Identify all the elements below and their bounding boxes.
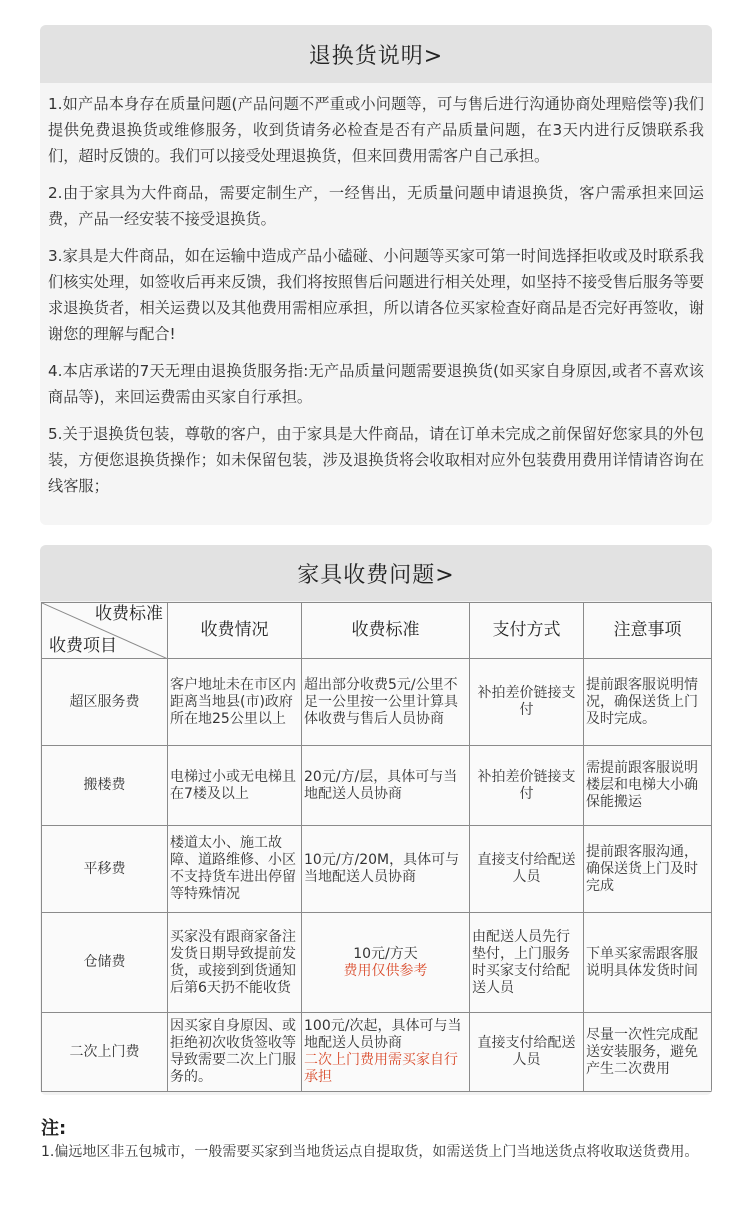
note-text: 1.偏远地区非五包城市，一般需要买家到当地货运点自提取货，如需送货上门当地送货点将收取送货费用。 <box>41 1144 699 1160</box>
fee-table <box>41 602 712 1092</box>
fee-section <box>40 545 712 1095</box>
header-fee-standard-corner: 收费标准 <box>95 604 163 624</box>
fee-standard-red-text: 二次上门费用需买家自行承担 <box>304 1052 458 1085</box>
fee-item-name: 平移费 <box>42 826 168 913</box>
header-standard: 收费标准 <box>302 603 470 659</box>
fee-item-name: 超区服务费 <box>42 659 168 746</box>
fee-title: 家具收费问题> <box>297 562 455 588</box>
policy-paragraph: 1.如产品本身存在质量问题(产品问题不严重或小问题等，可与售后进行沟通协商处理赔偿等)我们提供免费退换货或维修服务，收到货请务必检查是否有产品质量问题，在3天内进行反馈联系我们，超时反馈的。我们可以接受处理退换货，但来回费用需客户自己承担。 <box>48 95 704 165</box>
return-policy-title: 退换货说明> <box>308 43 444 69</box>
fee-item-name: 仓储费 <box>42 913 168 1013</box>
fee-standard-red-text: 费用仅供参考 <box>343 962 428 979</box>
fee-situation: 客户地址未在市区内距离当地县(市)政府所在地25公里以上 <box>168 659 302 746</box>
header-payment: 支付方式 <box>470 603 584 659</box>
diagonal-header-cell <box>42 603 168 659</box>
table-row <box>42 659 712 746</box>
fee-standard <box>302 659 470 746</box>
fee-header <box>40 545 712 601</box>
fee-notes: 尽量一次性完成配送安装服务，避免产生二次费用 <box>584 1013 712 1092</box>
fee-situation: 楼道太小、施工故障、道路维修、小区不支持货车进出停留等特殊情况 <box>168 826 302 913</box>
header-fee-item-corner: 收费项目 <box>49 636 117 656</box>
header-notes: 注意事项 <box>584 603 712 659</box>
return-policy-body <box>40 83 712 499</box>
table-row <box>42 746 712 826</box>
fee-situation: 电梯过小或无电梯且在7楼及以上 <box>168 746 302 826</box>
table-row <box>42 913 712 1013</box>
fee-table-header-row <box>42 603 712 659</box>
fee-standard-text: 10元/方天 <box>353 945 418 962</box>
fee-standard <box>302 746 470 826</box>
return-policy-section <box>40 25 712 525</box>
table-row <box>42 826 712 913</box>
fee-notes: 提前跟客服沟通，确保送货上门及时完成 <box>584 826 712 913</box>
fee-notes: 需提前跟客服说明楼层和电梯大小确保能搬运 <box>584 746 712 826</box>
fee-notes: 下单买家需跟客服说明具体发货时间 <box>584 913 712 1013</box>
policy-paragraph: 5.关于退换货包装，尊敬的客户，由于家具是大件商品，请在订单未完成之前保留好您家具的外包装，方便您退换货操作；如未保留包装，涉及退换货将会收取相对应外包装费用费用详情请咨询在线客服； <box>48 425 704 495</box>
fee-payment: 直接支付给配送人员 <box>470 826 584 913</box>
fee-payment: 补拍差价链接支付 <box>470 746 584 826</box>
table-row <box>42 1013 712 1092</box>
fee-payment: 补拍差价链接支付 <box>470 659 584 746</box>
policy-paragraph: 3.家具是大件商品，如在运输中造成产品小磕碰、小问题等买家可第一时间选择拒收或及时联系我们核实处理，如签收后再来反馈，我们将按照售后问题进行相关处理，如坚持不接受售后服务等要求退换货者，相关运费以及其他费用需相应承担，所以请各位买家检查好商品是否完好再签收，谢谢您的理解与配合! <box>48 247 704 343</box>
fee-standard-text: 超出部分收费5元/公里不足一公里按一公里计算具体收费与售后人员协商 <box>304 676 458 727</box>
policy-paragraph: 4.本店承诺的7天无理由退换货服务指:无产品质量问题需要退换货(如买家自身原因,或者不喜欢该商品等)，来回运费需由买家自行承担。 <box>48 362 704 406</box>
header-situation: 收费情况 <box>168 603 302 659</box>
fee-payment: 直接支付给配送人员 <box>470 1013 584 1092</box>
note-title: 注: <box>41 1118 67 1139</box>
fee-item-name: 二次上门费 <box>42 1013 168 1092</box>
fee-standard-text: 10元/方/20M，具体可与当地配送人员协商 <box>304 852 460 885</box>
fee-payment: 由配送人员先行垫付，上门服务时买家支付给配送人员 <box>470 913 584 1013</box>
fee-notes: 提前跟客服说明情况，确保送货上门及时完成。 <box>584 659 712 746</box>
fee-standard <box>302 913 470 1013</box>
fee-standard-text: 100元/次起，具体可与当地配送人员协商 <box>304 1018 462 1051</box>
fee-standard-text: 20元/方/层，具体可与当地配送人员协商 <box>304 768 458 802</box>
fee-item-name: 搬楼费 <box>42 746 168 826</box>
return-policy-header <box>40 25 712 83</box>
fee-situation: 买家没有跟商家备注发货日期导致提前发货，或接到到货通知后第6天扔不能收货 <box>168 913 302 1013</box>
fee-situation: 因买家自身原因、或拒绝初次收货签收等导致需要二次上门服务的。 <box>168 1013 302 1092</box>
fee-standard <box>302 826 470 913</box>
fee-standard <box>302 1013 470 1092</box>
policy-paragraph: 2.由于家具为大件商品，需要定制生产，一经售出，无质量问题申请退换货，客户需承担来回运费，产品一经安装不接受退换货。 <box>48 184 704 228</box>
